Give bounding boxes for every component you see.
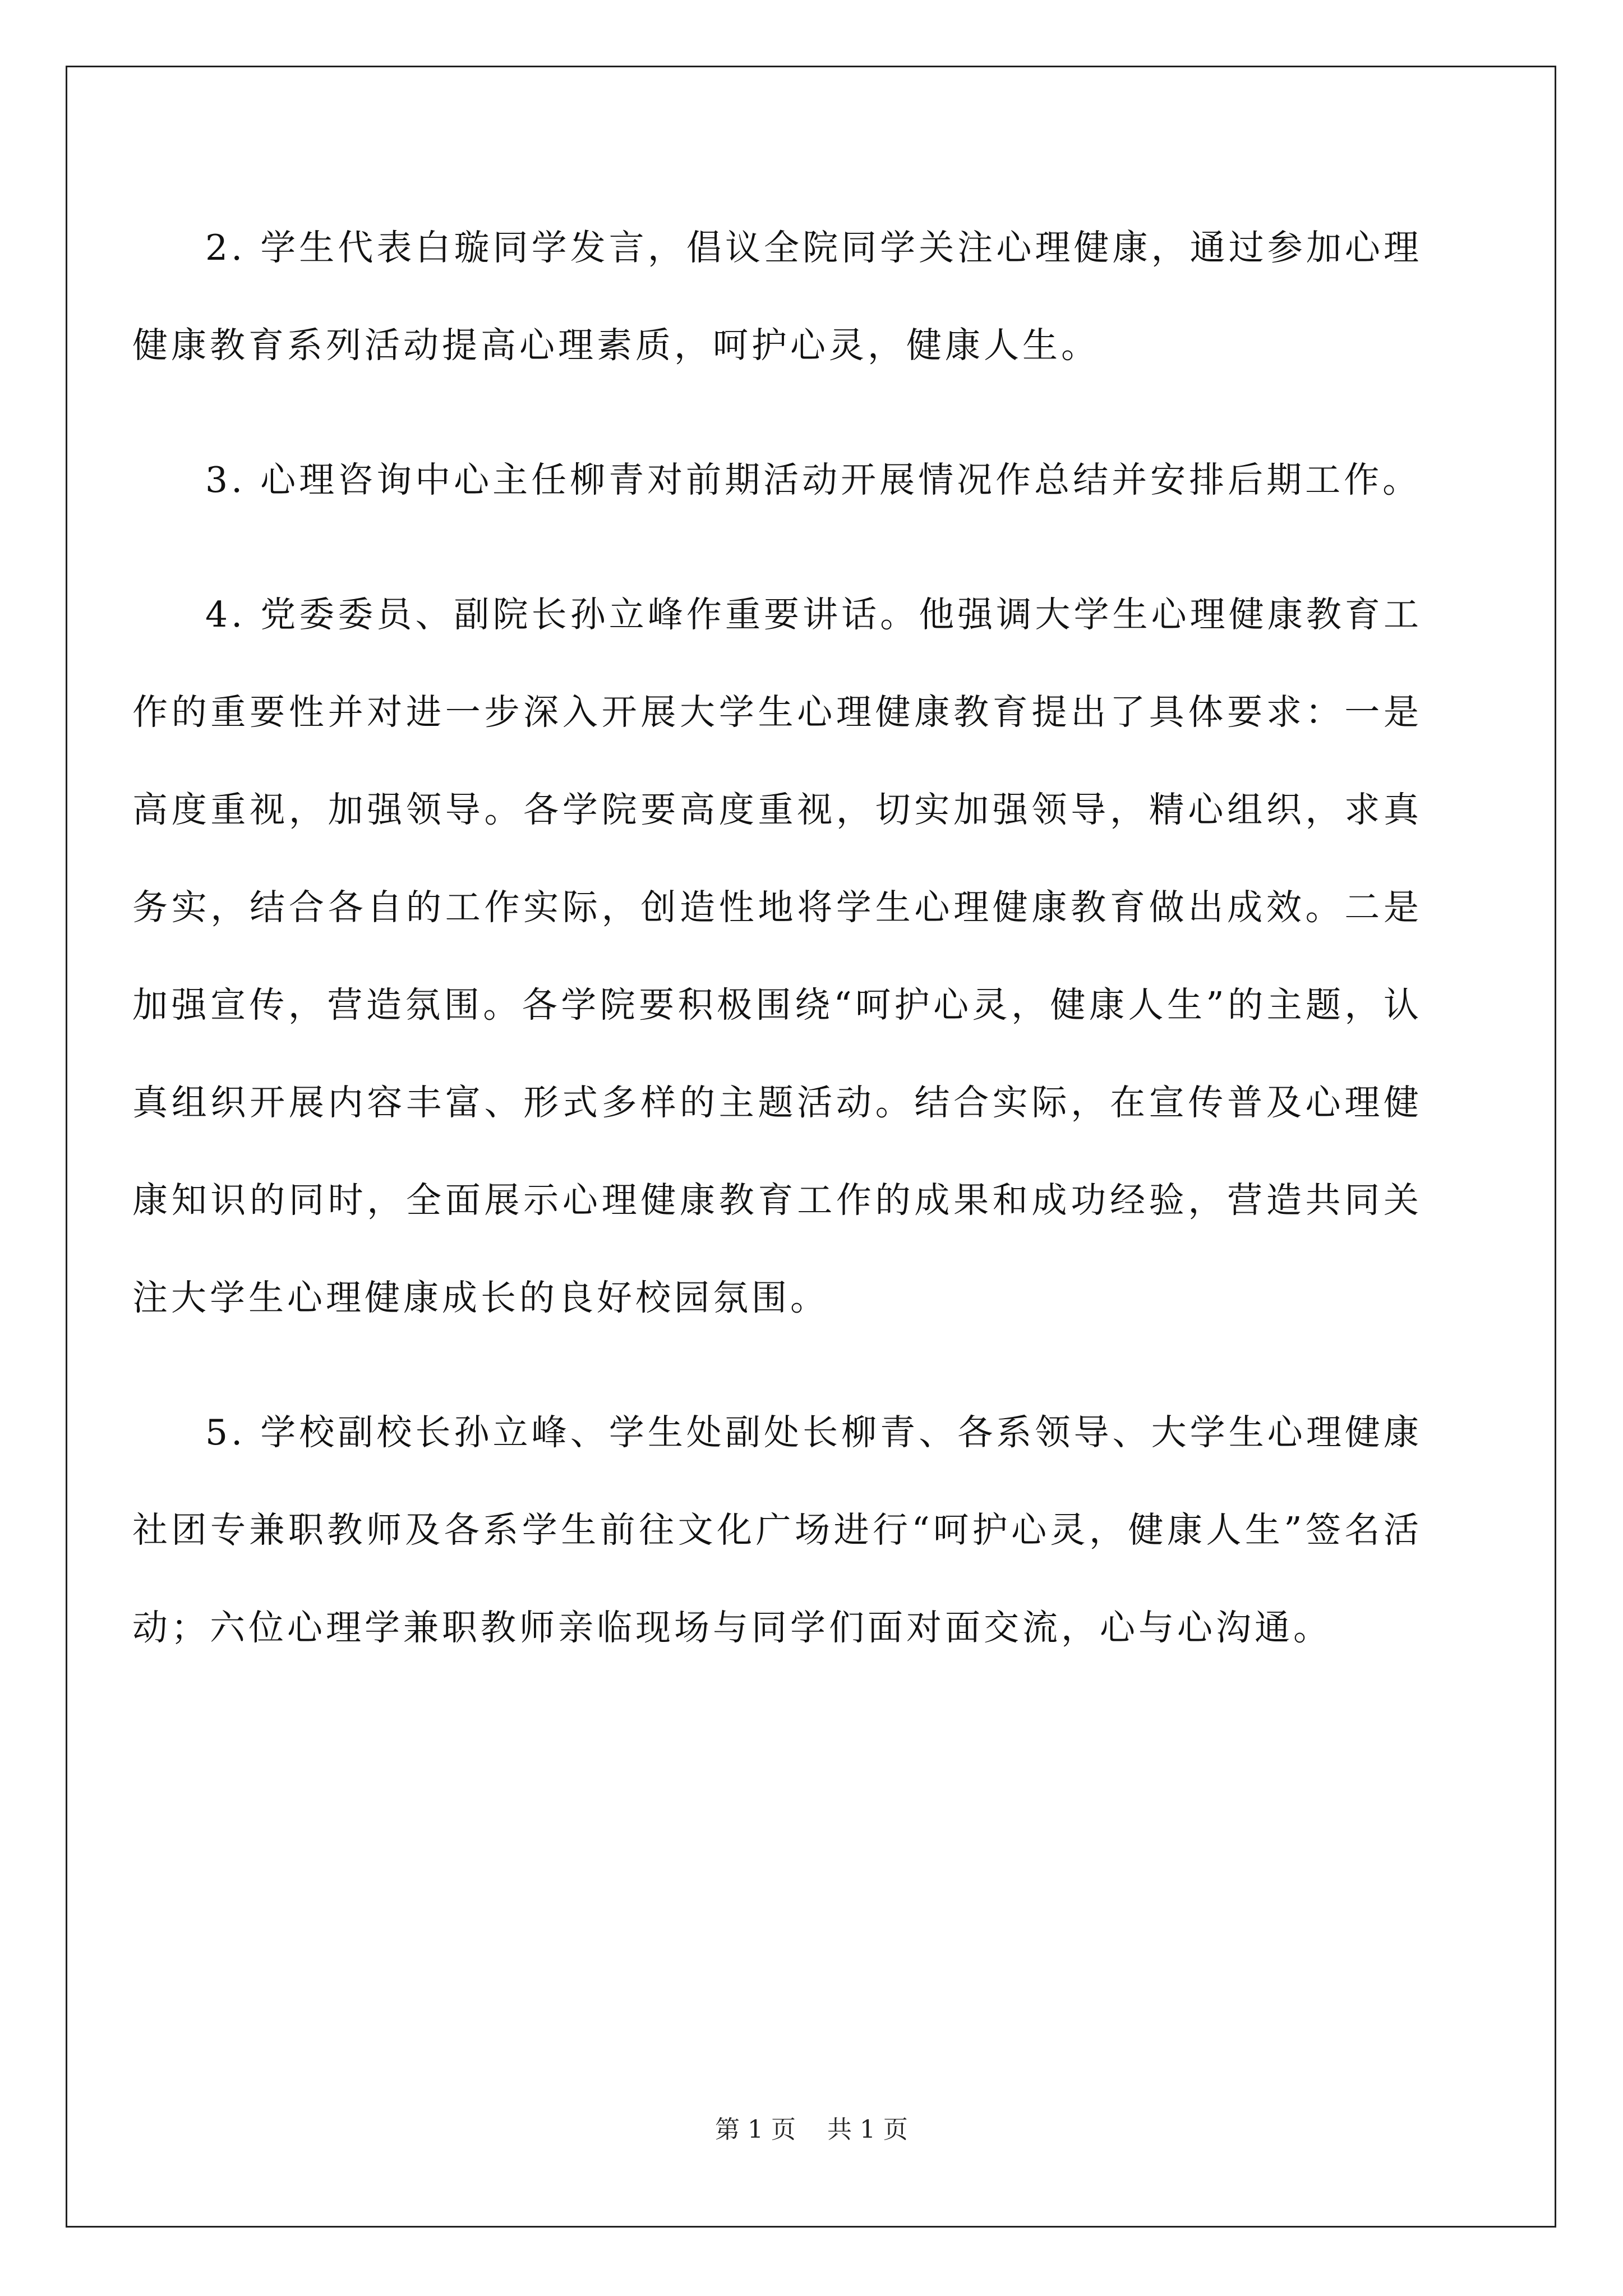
page-number-label: 第 1 页 共 1 页 — [715, 2115, 908, 2144]
page-footer — [0, 2109, 1623, 2145]
paragraph-5: 5. 学校副校长孙立峰、学生处副处长柳青、各系领导、大学生心理健康社团专兼职教师及各系学生前往文化广场进行“呵护心灵，健康人生”签名活动；六位心理学兼职教师亲临现场与同学们面对面交流，心与心沟通。 — [132, 1412, 1422, 1648]
document-body — [132, 199, 1422, 1714]
paragraph-2: 2. 学生代表白璇同学发言，倡议全院同学关注心理健康，通过参加心理健康教育系列活动提高心理素质，呵护心灵，健康人生。 — [132, 227, 1422, 366]
paragraph-4: 4. 党委委员、副院长孙立峰作重要讲话。他强调大学生心理健康教育工作的重要性并对进一步深入开展大学生心理健康教育提出了具体要求：一是高度重视，加强领导。各学院要高度重视，切实加强领导，精心组织，求真务实，结合各自的工作实际，创造性地将学生心理健康教育做出成效。二是加强宣传，营造氛围。各学院要积极围绕“呵护心灵，健康人生”的主题，认真组织开展内容丰富、形式多样的主题活动。结合实际，在宣传普及心理健康知识的同时，全面展示心理健康教育工作的成果和成功经验，营造共同关注大学生心理健康成长的良好校园氛围。 — [132, 594, 1422, 1318]
paragraph-3: 3. 心理咨询中心主任柳青对前期活动开展情况作总结并安排后期工作。 — [205, 459, 1422, 500]
